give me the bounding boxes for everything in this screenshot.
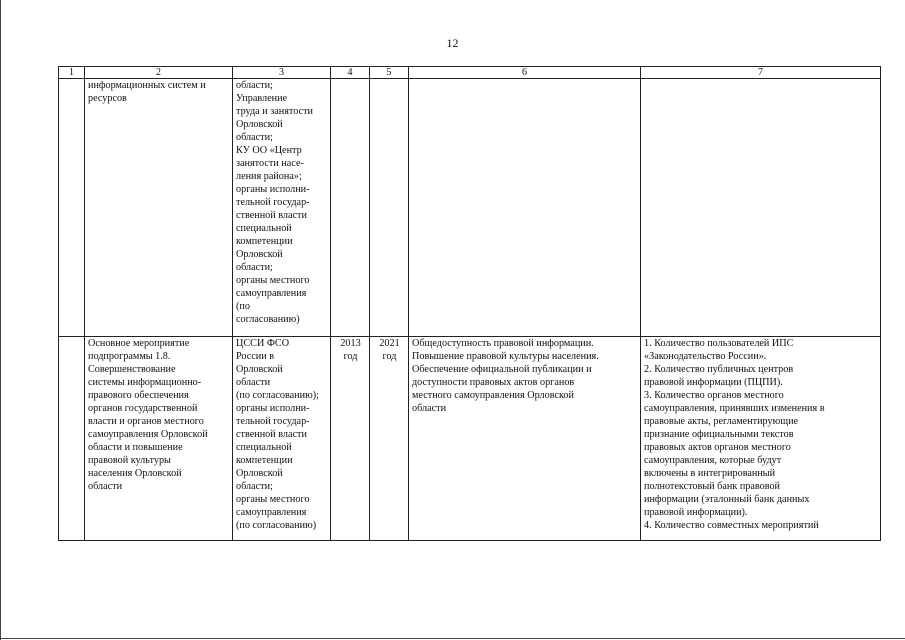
column-header-5: 5 <box>370 67 409 79</box>
end-year-cell <box>370 79 409 337</box>
table-row <box>59 79 881 337</box>
expected-result-cell: Общедоступность правовой информации. Повышение правовой культуры населения. Обеспечение официальной публикации и доступности правовых актов органов местного самоуправления Орловской области <box>409 337 641 541</box>
column-header-3: 3 <box>233 67 331 79</box>
start-year-cell <box>331 79 370 337</box>
column-header-1: 1 <box>59 67 85 79</box>
measure-name-cell: информационных систем и ресурсов <box>85 79 233 337</box>
measure-name-cell: Основное мероприятие подпрограммы 1.8. Совершенствование системы информационно- правового обеспечения органов государственной власти и органов местного самоуправления Орловской области и повышение правовой культуры населения Орловской области <box>85 337 233 541</box>
indicator-cell <box>641 79 881 337</box>
column-number-row <box>59 67 881 79</box>
row-number-cell <box>59 79 85 337</box>
page-number: 12 <box>446 36 459 50</box>
start-year-cell: 2013 год <box>331 337 370 541</box>
column-header-2: 2 <box>85 67 233 79</box>
page-left-edge <box>0 0 1 640</box>
row-number-cell <box>59 337 85 541</box>
indicator-cell: 1. Количество пользователей ИПС «Законодательство России». 2. Количество публичных центров правовой информации (ПЦПИ). 3. Количество органов местного самоуправления, принявших изменения в правовые акты, регламентирующие признание официальными текстов правовых актов органов местного самоуправления, которые будут включены в интегрированный полнотекстовый банк правовой информации (эталонный банк данных правовой информации). 4. Количество совместных мероприятий <box>641 337 881 541</box>
end-year-cell: 2021 год <box>370 337 409 541</box>
table-row <box>59 337 881 541</box>
column-header-7: 7 <box>641 67 881 79</box>
executor-cell: области; Управление труда и занятости Орловской области; КУ ОО «Центр занятости насе- ления района»; органы исполни- тельной государ- ственной власти специальной компетенции Орловской области; органы местного самоуправления (по согласованию) <box>233 79 331 337</box>
expected-result-cell <box>409 79 641 337</box>
column-header-6: 6 <box>409 67 641 79</box>
executor-cell: ЦССИ ФСО России в Орловской области (по согласованию); органы исполни- тельной государ- ственной власти специальной компетенции Орловской области; органы местного самоуправления (по согласованию) <box>233 337 331 541</box>
page-bottom-edge <box>0 638 905 639</box>
program-table <box>58 66 881 541</box>
column-header-4: 4 <box>331 67 370 79</box>
